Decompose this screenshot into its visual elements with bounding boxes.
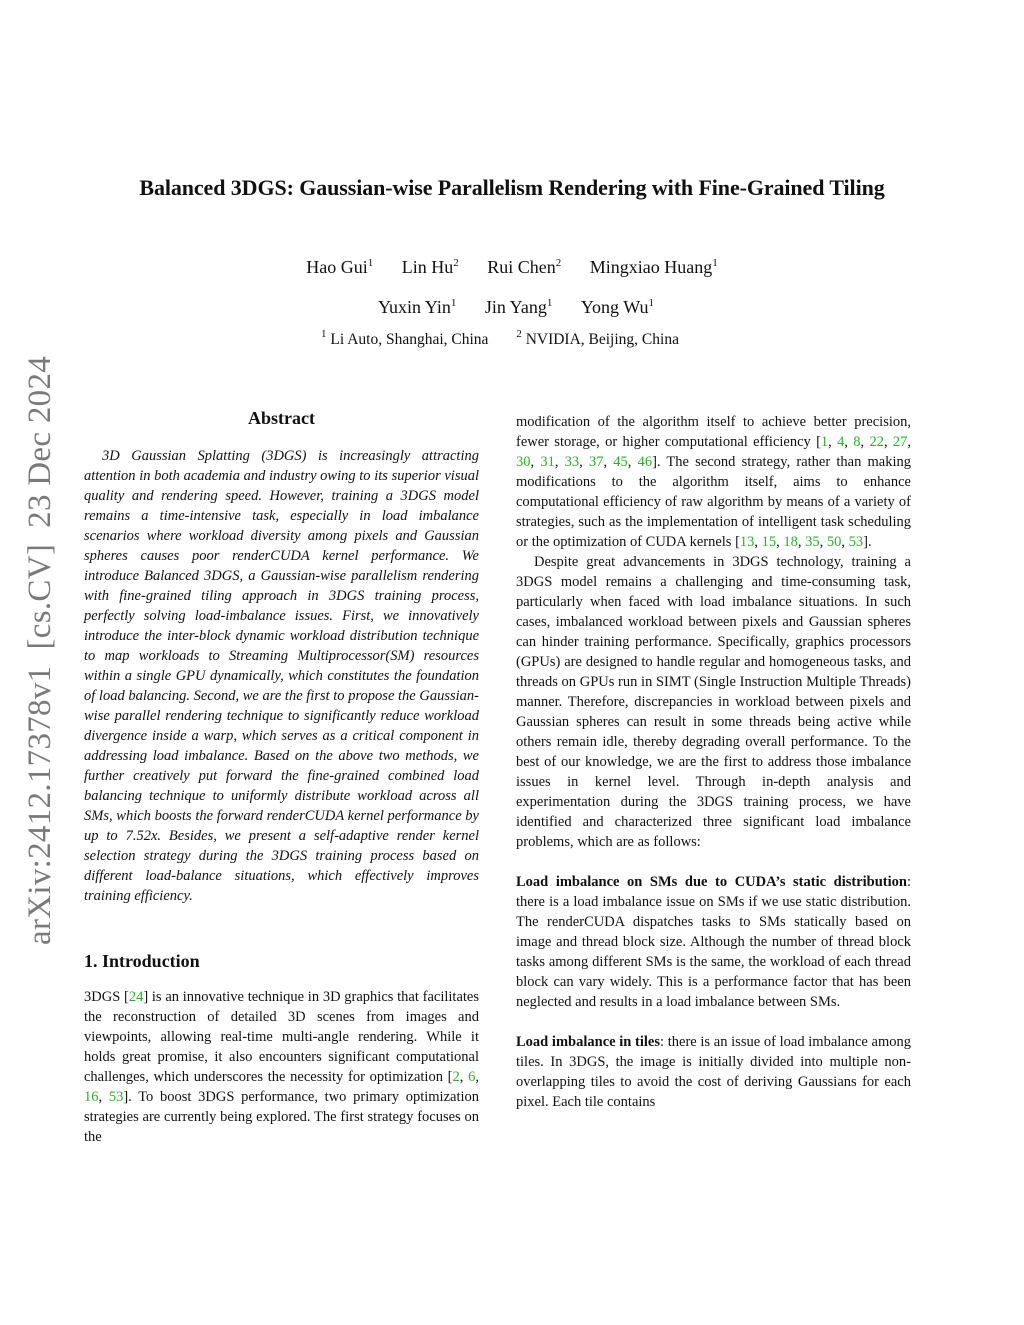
citation-link[interactable]: 4 [837,434,845,450]
citation-link[interactable]: 22 [869,434,884,450]
right-column [516,412,911,1112]
author: Yuxin Yin$^1$ [377,297,457,317]
citation-link[interactable]: 35 [805,534,820,550]
citation-link[interactable]: 46 [637,454,653,470]
paper-title: Balanced 3DGS: Gaussian-wise Parallelism Rendering with Fine-Grained Tiling [139,175,885,200]
section-heading-introduction: 1. Introduction [84,951,200,971]
citation-link[interactable]: 2 [452,1069,460,1085]
citation-link[interactable]: 53 [848,534,864,550]
arxiv-category: [cs.CV] [22,543,58,650]
paragraph-lead: Load imbalance on SMs due to CUDA’s static distribution [516,874,907,890]
paragraph-lead: Load imbalance in tiles [516,1034,661,1050]
citation-link[interactable]: 30 [516,454,531,470]
affiliation: $^2$ NVIDIA, Beijing, China [516,328,679,348]
citation-link[interactable]: 45 [613,454,628,470]
affiliations [0,328,1000,349]
left-column [84,408,479,1147]
citation-link[interactable]: 37 [588,454,604,470]
author-list-row-2 [16,297,1016,318]
abstract-heading: Abstract [248,408,315,428]
author: Yong Wu$^1$ [580,297,654,317]
citation-link[interactable]: 15 [761,534,777,550]
affiliation: $^1$ Li Auto, Shanghai, China [321,328,489,348]
author-list-row-1 [12,257,1012,278]
author: Rui Chen$^2$ [487,257,562,277]
abstract-text: 3D Gaussian Splatting (3DGS) is increasingly attracting attention in both academia and industry owing to its superior visual quality and rendering speed. However, training a 3DGS model remains a time-intensive task, especially in load imbalance scenarios where workload diversity among pixels and Gaussian spheres causes poor renderCUDA kernel performance. We introduce Balanced 3DGS, a Gaussian-wise parallelism rendering with fine-grained tiling approach in 3DGS training process, perfectly solving load-imbalance issues. First, we innovatively introduce the inter-block dynamic workload distribution technique to map workloads to Streaming Multiprocessor(SM) resources within a single GPU dynamically, which constitutes the foundation of load balancing. Second, we are the first to propose the Gaussian-wise parallel rendering technique to significantly reduce workload divergence inside a warp, which serves as a critical component in addressing load imbalance. Based on the above two methods, we further creatively put forward the fine-grained combined load balancing technique to uniformly distribute workload across all SMs, which boosts the forward renderCUDA kernel performance by up to 7.52x. Besides, we present a self-adaptive render kernel selection strategy during the 3DGS training process based on different load-balance situations, which effectively improves training efficiency. [84,448,479,904]
arxiv-id[interactable]: arXiv:2412.17378v1 [22,665,58,945]
citation-link[interactable]: 16 [84,1089,99,1105]
author: Hao Gui$^1$ [306,257,374,277]
citation-link[interactable]: 50 [826,534,842,550]
body-paragraph: Despite great advancements in 3DGS technology, training a 3DGS model remains a challenging and time-consuming task, particularly when faced with load imbalance situations. In such cases, imbalanced workload between pixels and Gaussian spheres can hinder training performance. Specifically, graphics processors (GPUs) are designed to handle regular and homogeneous tasks, and threads on GPUs run in SIMT (Single Instruction Multiple Threads) manner. Therefore, discrepancies in workload between pixels and Gaussian spheres can result in some threads being active while others remain idle, thereby degrading overall performance. To the best of our knowledge, we are the first to address those imbalance issues in kernel level. Through in-depth analysis and experimentation during the 3DGS training process, we have identified and characterized three significant load imbalance problems, which are as follows: [516,554,911,850]
load-imbalance-tiles-paragraph: Load imbalance in tiles: there is an issue of load imbalance among tiles. In 3DGS, the image is initially divided into multiple non-overlapping tiles to avoid the cost of deriving Gaussians for each pixel. Each tile contains [516,1034,912,1110]
arxiv-stamp [22,340,59,945]
body-paragraph: modification of the algorithm itself to achieve better precision, fewer storage, or higher computational efficiency [1, 4, 8, 22, 27, 30, 31, 33, 37, 45, 46]. The second strategy, rather than making modifications to the algorithm itself, aims to enhance computational efficiency of raw algorithm by means of a variety of strategies, such as the implementation of intelligent task scheduling or the optimization of CUDA kernels [13, 15, 18, 35, 50, 53]. [516,414,912,550]
citation-link[interactable]: 6 [468,1069,476,1085]
citation-link[interactable]: 13 [739,534,755,550]
author: Jin Yang$^1$ [484,297,553,317]
citation-link[interactable]: 8 [853,434,861,450]
citation-link[interactable]: 24 [128,989,144,1005]
citation-link[interactable]: 53 [108,1089,124,1105]
citation-link[interactable]: 18 [783,534,798,550]
arxiv-date: 23 Dec 2024 [22,355,58,528]
citation-link[interactable]: 33 [564,454,580,470]
author: Lin Hu$^2$ [401,257,459,277]
load-imbalance-sms-paragraph: Load imbalance on SMs due to CUDA’s static distribution: there is a load imbalance issue on SMs if we use static distribution. The renderCUDA dispatches tasks to SMs statically based on image and thread block size. Although the number of thread block tasks among different SMs is the same, the workload of each thread block can vary widely. This is a performance factor that has been neglected and results in a load imbalance between SMs. [516,874,911,1010]
author: Mingxiao Huang$^1$ [589,257,718,277]
citation-link[interactable]: 31 [540,454,555,470]
intro-paragraph: 3DGS [24] is an innovative technique in 3D graphics that facilitates the reconstruction of detailed 3D scenes from images and viewpoints, allowing real-time multi-angle rendering. While it holds great promise, it also encounters significant computational challenges, which underscores the necessity for optimization [2, 6, 16, 53]. To boost 3DGS performance, two primary optimization strategies are currently being explored. The first strategy focuses on the [84,989,479,1145]
citation-link[interactable]: 27 [892,434,908,450]
citation-link[interactable]: 1 [820,434,829,450]
